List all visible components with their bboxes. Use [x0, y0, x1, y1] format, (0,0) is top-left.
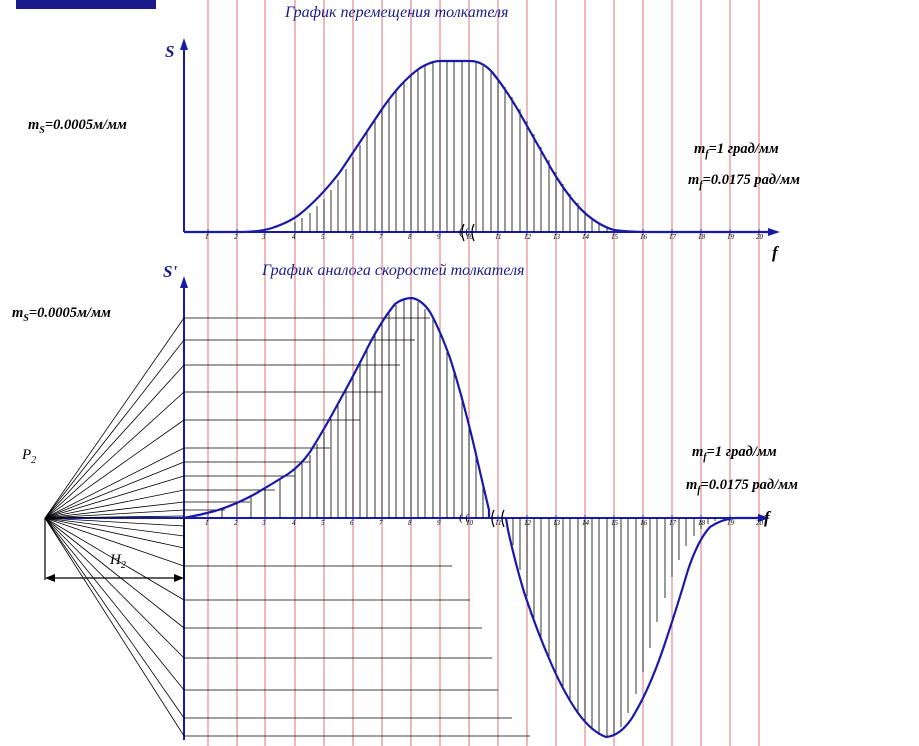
velocity-y-axis-label: S': [163, 262, 178, 281]
tick-label: 10: [466, 233, 473, 241]
pole-subscript: 2: [31, 455, 37, 466]
tick-label: 15: [611, 519, 618, 527]
scale-symbol: m: [28, 117, 40, 133]
displacement-y-axis-label: S: [165, 42, 175, 61]
tick-label: 9: [437, 233, 441, 241]
tick-label: 3: [262, 233, 266, 241]
displacement-scale-f-deg: [694, 141, 779, 160]
scale-symbol: m: [688, 172, 700, 188]
horizontal-construction-upper: [184, 318, 430, 510]
tick-label: 4: [292, 519, 296, 527]
tick-label: 2: [234, 519, 238, 527]
scale-value: =0.0175 рад/мм: [702, 172, 800, 188]
scale-value: =1 град/мм: [708, 141, 779, 157]
tick-label: 5: [321, 519, 325, 527]
tick-label: 16: [640, 519, 647, 527]
velocity-scale-f-deg: [692, 444, 777, 463]
tick-label: 5: [321, 233, 325, 241]
tick-label: 10: [466, 519, 473, 527]
scale-symbol: m: [694, 141, 706, 157]
scale-symbol: m: [686, 477, 698, 493]
tick-label: 6: [350, 233, 354, 241]
tick-label: 16: [640, 233, 647, 241]
tick-label: 8: [408, 233, 412, 241]
tick-label: 19: [727, 233, 734, 241]
scale-subscript: f: [705, 148, 709, 160]
velocity-ordinates-negative: [513, 518, 730, 737]
displacement-scale-f-rad: [688, 172, 800, 191]
axis-break-marker: ( (: [459, 512, 470, 524]
horizontal-construction-lower: [184, 566, 530, 736]
tick-label: 17: [669, 519, 676, 527]
axis-break-marker: ( (: [459, 226, 470, 238]
tick-label: 12: [524, 519, 531, 527]
scale-subscript: S: [23, 312, 29, 324]
tick-label: 13: [553, 519, 560, 527]
base-label: [110, 552, 126, 571]
velocity-x-axis-label: f: [764, 508, 770, 527]
scale-value: =0.0175 рад/мм: [700, 477, 798, 493]
tick-label: 20: [756, 233, 763, 241]
scale-symbol: m: [12, 305, 24, 321]
scale-value: =0.0005м/мм: [28, 305, 111, 321]
tick-label: 14: [582, 519, 589, 527]
scale-subscript: S: [39, 124, 45, 136]
tick-label: 20: [756, 519, 763, 527]
tick-label: 15: [611, 233, 618, 241]
scale-value: =1 град/мм: [706, 444, 777, 460]
tick-label: 12: [524, 233, 531, 241]
tick-label: 18: [698, 519, 705, 527]
scale-value: =0.0005м/мм: [44, 117, 127, 133]
velocity-scale-f-rad: [686, 477, 798, 496]
tick-label: 13: [553, 233, 560, 241]
scale-subscript: f: [699, 179, 703, 191]
tick-label: 2: [234, 233, 238, 241]
tick-label: 7: [379, 233, 383, 241]
displacement-chart-title: График перемещения толкателя: [285, 4, 509, 21]
tick-label: 4: [292, 233, 296, 241]
pole-label: [22, 447, 36, 466]
tick-label: 9: [437, 519, 441, 527]
tick-label: 11: [495, 233, 502, 241]
displacement-x-axis-label: f: [772, 243, 778, 262]
vertical-gridlines: [208, 0, 759, 746]
tick-label: 8: [408, 519, 412, 527]
velocity-scale-s: [12, 305, 111, 324]
velocity-chart-title: График аналога скоростей толкателя: [262, 262, 525, 279]
tick-label: 1: [205, 519, 209, 527]
tick-label: 7: [379, 519, 383, 527]
tick-label: 11: [495, 519, 502, 527]
tick-label: 1: [205, 233, 209, 241]
tick-label: 18: [698, 233, 705, 241]
tick-label: 3: [262, 519, 266, 527]
tick-label: 17: [669, 233, 676, 241]
base-subscript: 2: [120, 560, 126, 571]
scale-subscript: f: [703, 451, 707, 463]
scale-subscript: f: [697, 484, 701, 496]
pole-rays: [45, 318, 184, 736]
velocity-chart: [45, 276, 770, 740]
tick-label: 14: [582, 233, 589, 241]
tick-label: 19: [727, 519, 734, 527]
base-symbol: H: [110, 552, 121, 568]
tick-label: 6: [350, 519, 354, 527]
scale-symbol: m: [692, 444, 704, 460]
displacement-scale-s: [28, 117, 127, 136]
pole-symbol: P: [22, 447, 32, 463]
velocity-ordinates-positive: [208, 299, 489, 518]
displacement-chart: [180, 38, 780, 241]
